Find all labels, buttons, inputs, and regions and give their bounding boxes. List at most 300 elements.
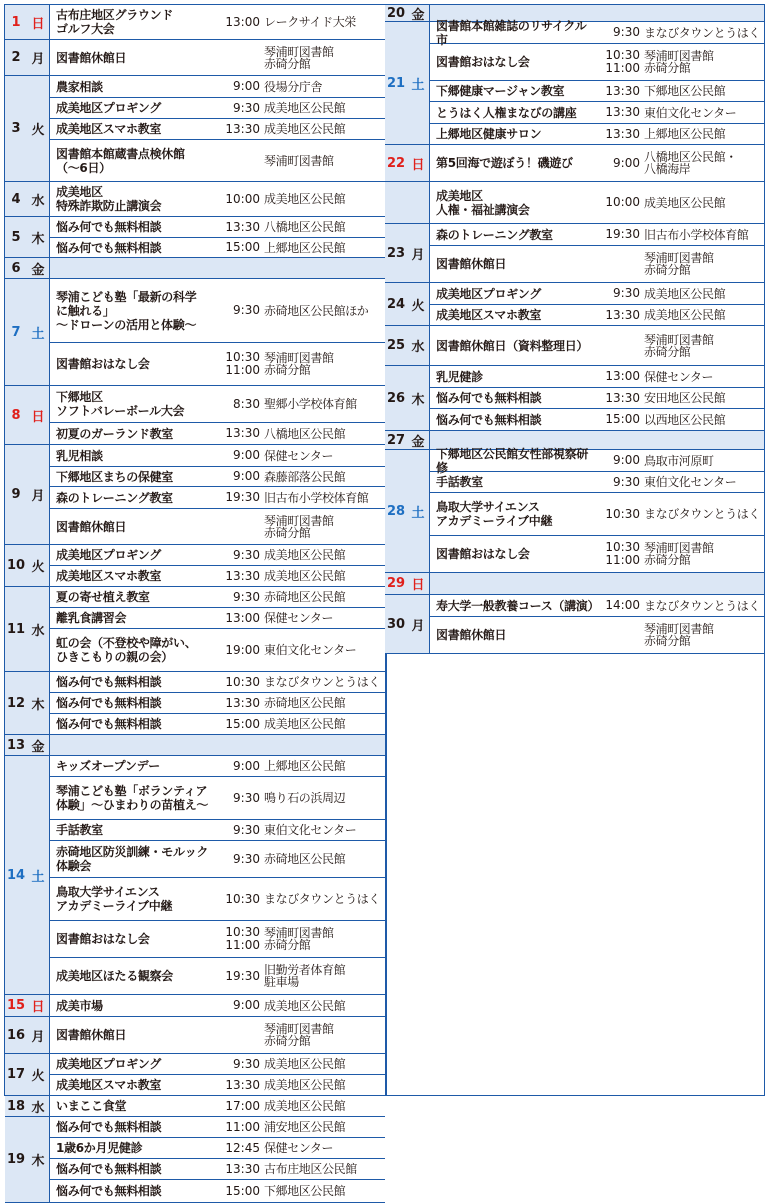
day-weekday: 金	[407, 5, 430, 21]
day-number: 29	[386, 576, 406, 591]
day-number: 3	[11, 121, 21, 136]
event-title: 夏の寄せ植え教室	[56, 590, 150, 604]
event-title: 成美地区スマホ教室	[56, 1078, 162, 1092]
event-row	[50, 445, 385, 466]
event-place: 成美地区公民館	[264, 717, 346, 731]
event-title: 図書館休館日（資料整理日）	[436, 338, 589, 353]
event-title: 下郷地区まちの保健室	[56, 469, 174, 484]
day-number: 24	[386, 296, 406, 312]
event-place: 浦安地区公民館	[264, 1120, 346, 1134]
event-row	[50, 97, 385, 118]
event-title: 成美地区プロギング	[56, 1057, 161, 1071]
day-number: 22	[386, 155, 406, 171]
event-title: 成美地区ほたる観察会	[56, 969, 174, 983]
event-place: 成美地区公民館	[644, 286, 726, 301]
event-title: 悩み何でも無料相談	[56, 1162, 162, 1176]
event-time: 19:30	[225, 490, 260, 504]
day-row	[5, 1096, 385, 1117]
event-time: 13:30	[605, 307, 640, 322]
event-row	[430, 304, 764, 325]
event-title: 琴浦こども塾「ボランティア 体験」～ひまわりの苗植え～	[56, 784, 209, 812]
event-place: 赤碕地区公民館	[264, 590, 346, 604]
event-row	[50, 1137, 385, 1158]
event-time: 10:00	[605, 195, 640, 209]
event-time: 10:30	[225, 674, 260, 689]
event-place: 下郷地区公民館	[264, 1184, 346, 1198]
event-place: 聖郷小学校体育館	[264, 397, 357, 411]
day-number: 8	[11, 407, 21, 423]
day-row	[385, 366, 764, 431]
day-weekday: 月	[27, 40, 50, 75]
event-row	[50, 957, 385, 994]
day-row	[5, 5, 385, 40]
event-row	[430, 80, 764, 101]
event-title: いまここ食堂	[56, 1099, 127, 1113]
event-place: 役場分庁舎	[264, 79, 323, 94]
event-title: 赤碕地区防災訓練・モルック 体験会	[56, 845, 209, 873]
event-place: 保健センター	[644, 369, 714, 384]
event-place: まなびタウンとうはく	[264, 892, 381, 906]
day-weekday: 月	[407, 595, 430, 653]
day-row	[5, 735, 385, 756]
event-time: 17:00	[225, 1098, 260, 1113]
event-place: 東伯文化センター	[264, 823, 357, 837]
event-place: 森藤部落公民館	[264, 469, 346, 484]
event-place: 鳴り石の浜周辺	[264, 791, 346, 805]
day-number: 13	[6, 737, 26, 753]
event-row	[430, 101, 764, 123]
event-row	[50, 182, 385, 216]
event-place: 成美地区公民館	[264, 569, 346, 583]
event-time: 12:45	[225, 1140, 260, 1155]
event-time: 13:00	[225, 610, 260, 625]
event-time: 9:00	[613, 155, 640, 170]
day-row	[5, 1017, 385, 1054]
day-row	[5, 76, 385, 182]
day-row	[5, 545, 385, 587]
event-title: 悩み何でも無料相談	[56, 675, 162, 689]
event-row	[430, 616, 764, 653]
event-time: 19:30	[605, 227, 640, 241]
event-title: 悩み何でも無料相談	[56, 1184, 162, 1198]
day-number: 2	[11, 50, 21, 65]
event-time: 13:00	[605, 369, 640, 383]
event-row	[50, 279, 385, 342]
event-place: 赤碕地区公民館	[264, 852, 346, 866]
event-title: 森のトレーニング教室	[56, 490, 173, 505]
day-row	[5, 40, 385, 76]
event-row	[50, 877, 385, 920]
event-place: 琴浦町図書館 赤碕分館	[644, 622, 714, 648]
event-title: 乳児相談	[56, 448, 103, 463]
day-row	[385, 145, 764, 182]
event-place: 上郷地区公民館	[264, 240, 346, 255]
event-row	[430, 573, 764, 594]
event-row	[50, 840, 385, 877]
day-row	[385, 224, 764, 283]
event-time: 9:00	[613, 453, 640, 467]
event-time: 13:30	[225, 1161, 260, 1176]
day-number: 9	[11, 487, 21, 502]
event-row	[50, 1158, 385, 1179]
day-number: 23	[386, 245, 406, 261]
day-weekday: 木	[407, 366, 430, 430]
event-place: 上郷地区公民館	[644, 127, 726, 141]
day-weekday: 水	[27, 1096, 50, 1116]
event-place: レークサイド大栄	[264, 15, 356, 29]
event-time: 10:30 11:00	[225, 925, 260, 952]
event-time: 9:30	[233, 100, 260, 115]
event-place: 琴浦町図書館 赤碕分館	[644, 332, 714, 359]
event-place: 赤碕地区公民館ほか	[264, 303, 369, 318]
event-place: 琴浦町図書館 赤碕分館	[264, 1022, 334, 1048]
day-row	[385, 326, 764, 366]
day-row	[5, 756, 385, 995]
event-row	[430, 18, 764, 47]
event-row	[430, 326, 764, 365]
day-row	[5, 995, 385, 1017]
event-place: 下郷地区公民館	[644, 84, 726, 98]
event-place: 保健センター	[264, 1141, 334, 1155]
event-title: 図書館おはなし会	[436, 547, 530, 561]
day-row	[5, 587, 385, 672]
event-time: 13:30	[605, 126, 640, 141]
event-title: 悩み何でも無料相談	[436, 412, 542, 427]
event-place: 保健センター	[264, 611, 334, 625]
event-row	[50, 5, 385, 39]
day-row	[5, 672, 385, 735]
event-row	[430, 224, 764, 245]
event-title: 下郷健康マージャン教室	[436, 84, 565, 98]
event-row	[50, 672, 385, 692]
event-place: まなびタウンとうはく	[644, 598, 761, 613]
event-time: 13:30	[225, 219, 260, 234]
event-row	[430, 145, 764, 181]
event-title: 古布庄地区グラウンド ゴルフ大会	[56, 8, 174, 36]
event-title: 悩み何でも無料相談	[56, 1120, 162, 1134]
event-place: 琴浦町図書館 赤碕分館	[264, 926, 334, 952]
event-time: 13:30	[225, 1077, 260, 1092]
event-time: 13:30	[225, 695, 260, 710]
day-row	[5, 182, 385, 217]
event-title: 図書館本館蔵書点検休館 （～6日）	[56, 146, 185, 175]
event-place: 鳥取市河原町	[644, 453, 714, 468]
event-place: 八橋地区公民館	[264, 220, 346, 234]
event-row	[50, 40, 385, 75]
event-place: 琴浦町図書館 赤碕分館	[264, 513, 334, 540]
event-title: 図書館休館日	[56, 50, 127, 65]
event-time: 9:30	[233, 790, 260, 805]
event-title: 寿大学一般教養コース（講演）	[436, 598, 600, 613]
event-title: 図書館おはなし会	[436, 55, 530, 69]
day-number: 28	[386, 503, 406, 519]
day-weekday: 火	[27, 1054, 50, 1095]
event-time: 13:30	[605, 105, 640, 119]
event-title: 成美地区プロギング	[56, 548, 161, 562]
event-title: 図書館休館日	[56, 519, 127, 534]
day-row	[385, 18, 764, 145]
day-weekday: 日	[27, 995, 50, 1016]
day-weekday: 日	[407, 145, 430, 181]
day-row	[5, 258, 385, 279]
event-row	[430, 446, 764, 475]
day-weekday: 火	[407, 283, 430, 325]
event-place: まなびタウンとうはく	[264, 675, 381, 689]
day-row	[385, 595, 764, 654]
day-number: 30	[386, 616, 406, 632]
event-title: 初夏のガーランド教室	[56, 426, 174, 441]
event-title: 手話教室	[436, 475, 483, 489]
event-row	[50, 237, 385, 257]
event-row	[430, 387, 764, 408]
day-weekday: 土	[27, 279, 50, 385]
day-number: 11	[6, 621, 26, 637]
event-title: 離乳食講習会	[56, 611, 127, 625]
event-title: 悩み何でも無料相談	[56, 220, 162, 234]
event-time: 9:00	[233, 469, 260, 483]
event-title: 図書館本館雑誌のリサイクル市	[436, 18, 587, 47]
day-number: 4	[11, 191, 21, 207]
event-place: 成美地区公民館	[264, 1078, 346, 1092]
day-row	[385, 573, 764, 595]
event-place: 安田地区公民館	[644, 391, 726, 405]
event-row	[50, 486, 385, 508]
day-weekday: 木	[27, 672, 50, 734]
day-number: 5	[11, 229, 21, 245]
event-row	[50, 920, 385, 957]
event-place: 八橋地区公民館	[264, 426, 346, 441]
event-title: 図書館おはなし会	[56, 357, 150, 371]
event-row	[50, 819, 385, 840]
event-place: 成美地区公民館	[264, 101, 346, 115]
day-number: 26	[386, 390, 406, 406]
day-weekday: 水	[407, 326, 430, 365]
event-time: 10:00	[225, 191, 260, 206]
event-row	[50, 628, 385, 671]
day-number: 1	[11, 14, 21, 30]
event-row	[50, 1096, 385, 1116]
event-title: 虹の会（不登校や障がい、 ひきこもりの親の会）	[56, 636, 197, 664]
event-title: 鳥取大学サイエンス アカデミーライブ中継	[436, 500, 553, 528]
event-time: 13:30	[605, 83, 640, 98]
event-place: 上郷地区公民館	[264, 759, 346, 773]
event-row	[50, 545, 385, 565]
day-row	[385, 182, 764, 224]
event-row	[50, 995, 385, 1016]
day-weekday: 金	[27, 258, 50, 278]
event-title: 成美地区プロギング	[56, 101, 161, 115]
event-time: 9:30	[233, 1056, 260, 1071]
event-time: 13:00	[225, 14, 260, 29]
day-row	[5, 445, 385, 545]
day-weekday: 月	[407, 224, 430, 282]
event-row	[50, 1017, 385, 1053]
event-row	[50, 217, 385, 237]
event-place: まなびタウンとうはく	[644, 507, 761, 521]
event-time: 10:30 11:00	[605, 48, 640, 75]
event-time: 9:30	[613, 286, 640, 300]
day-number: 21	[386, 75, 406, 91]
event-place: 成美地区公民館	[264, 998, 346, 1013]
day-weekday: 日	[27, 5, 50, 39]
day-weekday: 月	[27, 445, 50, 544]
event-row	[430, 535, 764, 572]
event-title: 悩み何でも無料相談	[56, 717, 162, 731]
day-number: 27	[386, 432, 406, 448]
event-place: 旧勤労者体育館 駐車場	[264, 963, 346, 989]
event-time: 10:30	[605, 506, 640, 521]
calendar-table	[4, 4, 765, 1198]
event-row	[50, 422, 385, 444]
event-place: 東伯文化センター	[264, 643, 357, 657]
event-time: 15:00	[225, 716, 260, 731]
day-number: 15	[6, 998, 26, 1013]
event-title: 成美地区スマホ教室	[56, 569, 162, 583]
event-row	[50, 1179, 385, 1202]
event-time: 19:30	[225, 968, 260, 983]
event-row	[430, 123, 764, 144]
event-place: 成美地区公民館	[264, 122, 346, 136]
day-weekday: 金	[27, 735, 50, 755]
day-weekday: 火	[27, 545, 50, 586]
event-title: 図書館おはなし会	[56, 932, 150, 946]
event-place: 琴浦町図書館 赤碕分館	[264, 44, 334, 71]
event-row	[50, 1074, 385, 1095]
event-row	[430, 408, 764, 430]
event-title: 成美地区スマホ教室	[436, 308, 542, 322]
event-place: まなびタウンとうはく	[644, 25, 761, 40]
event-title: 図書館休館日	[436, 628, 507, 642]
event-place: 成美地区公民館	[264, 192, 346, 206]
event-place: 成美地区公民館	[264, 1057, 346, 1071]
event-row	[50, 139, 385, 181]
event-place: 琴浦町図書館 赤碕分館	[644, 541, 714, 567]
event-time: 15:00	[225, 1183, 260, 1198]
day-weekday: 日	[27, 386, 50, 444]
day-weekday: 木	[27, 217, 50, 257]
day-number: 20	[386, 5, 406, 21]
event-title: 農家相談	[56, 79, 103, 94]
event-row	[430, 182, 764, 223]
event-title: 成美市場	[56, 998, 103, 1013]
event-time: 13:30	[225, 568, 260, 583]
calendar-right-column	[385, 5, 764, 654]
event-title: 下郷地区 ソフトバレーボール大会	[56, 390, 185, 418]
event-time: 14:00	[605, 598, 640, 612]
event-time: 10:30 11:00	[605, 540, 640, 567]
day-weekday: 木	[27, 1117, 50, 1202]
event-time: 11:00	[225, 1119, 260, 1134]
event-time: 9:30	[233, 303, 260, 317]
event-title: 図書館休館日	[436, 257, 507, 271]
event-time: 9:00	[233, 998, 260, 1012]
event-row	[50, 756, 385, 776]
event-time: 19:00	[225, 642, 260, 657]
event-row	[430, 595, 764, 616]
event-title: 悩み何でも無料相談	[56, 240, 162, 255]
event-row	[430, 492, 764, 535]
event-row	[50, 587, 385, 607]
event-title: 乳児健診	[436, 369, 483, 384]
event-row	[430, 43, 764, 80]
day-number: 10	[6, 558, 26, 573]
event-title: 図書館休館日	[56, 1028, 127, 1042]
event-place: 古布庄地区公民館	[264, 1162, 357, 1176]
event-row	[50, 1054, 385, 1074]
event-title: 琴浦こども塾「最新の科学 に触れる」 ～ドローンの活用と体験～	[56, 289, 197, 332]
day-number	[385, 182, 407, 223]
event-time: 9:00	[233, 448, 260, 462]
event-time: 13:30	[605, 390, 640, 405]
event-time: 9:30	[613, 474, 640, 489]
event-row	[430, 471, 764, 492]
calendar-left-column	[5, 5, 385, 1198]
event-title: とうはく人権まなびの講座	[436, 105, 577, 120]
event-title: 第5回海で遊ぼう！磯遊び	[436, 156, 573, 170]
event-row	[50, 713, 385, 734]
event-title: 成美地区 人権・福祉講演会	[436, 188, 530, 217]
day-number: 17	[6, 1067, 26, 1082]
event-title: 悩み何でも無料相談	[56, 696, 162, 710]
event-time: 9:30	[233, 589, 260, 604]
event-time: 9:00	[233, 79, 260, 93]
day-number: 14	[6, 867, 26, 883]
event-place: 琴浦町図書館 赤碕分館	[644, 49, 714, 75]
event-title: 成美地区プロギング	[436, 286, 541, 301]
event-row	[50, 386, 385, 422]
event-place: 琴浦町図書館 赤碕分館	[644, 251, 714, 277]
event-place: 成美地区公民館	[264, 548, 346, 562]
day-weekday: 土	[407, 22, 430, 144]
day-row	[385, 283, 764, 326]
event-title: キッズオープンデー	[56, 759, 160, 773]
day-number: 18	[6, 1098, 26, 1114]
event-place: 成美地区公民館	[644, 195, 726, 210]
event-place: 保健センター	[264, 448, 334, 463]
event-place: 成美地区公民館	[644, 308, 726, 322]
event-title: 成美地区スマホ教室	[56, 122, 162, 136]
day-number: 6	[11, 260, 21, 276]
day-row	[5, 1117, 385, 1203]
event-place: 旧古布小学校体育館	[644, 227, 749, 242]
day-weekday: 日	[407, 573, 430, 594]
event-row	[50, 76, 385, 97]
event-title: 成美地区 特殊詐欺防止講演会	[56, 185, 162, 213]
day-number: 19	[6, 1152, 26, 1167]
day-weekday: 水	[27, 182, 50, 216]
day-row	[5, 386, 385, 445]
day-row	[5, 217, 385, 258]
event-row	[430, 283, 764, 304]
event-place: 東伯文化センター	[644, 105, 737, 120]
day-number: 7	[11, 324, 21, 340]
day-weekday	[407, 182, 430, 223]
event-row	[50, 342, 385, 385]
event-title: 手話教室	[56, 823, 103, 837]
day-weekday: 土	[27, 756, 50, 994]
event-place: 東伯文化センター	[644, 475, 737, 489]
event-row	[50, 607, 385, 628]
event-time: 9:30	[233, 851, 260, 866]
day-row	[5, 279, 385, 386]
event-row	[430, 245, 764, 282]
event-row	[50, 1117, 385, 1137]
event-place: 琴浦町図書館 赤碕分館	[264, 351, 334, 377]
event-title: 森のトレーニング教室	[436, 227, 553, 242]
event-row	[50, 735, 385, 755]
event-time: 9:30	[233, 822, 260, 837]
event-place: 以西地区公民館	[644, 412, 726, 427]
